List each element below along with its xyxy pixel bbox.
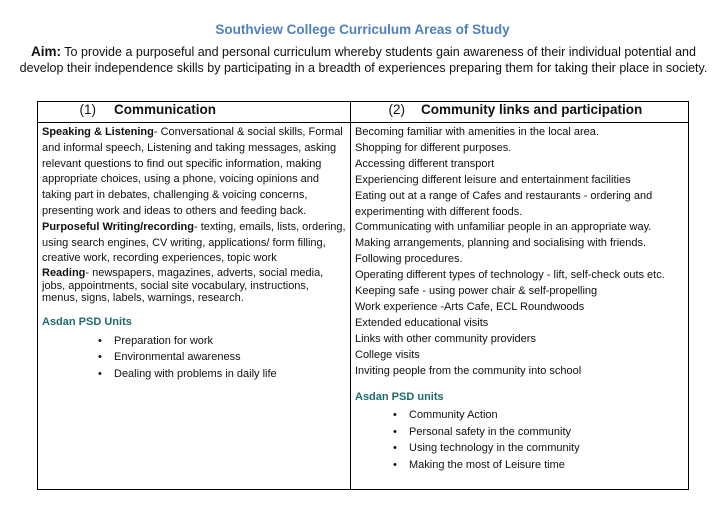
unit-item: • Preparation for work: [42, 333, 346, 350]
section-label: Purposeful Writing/recording: [42, 220, 194, 233]
curriculum-table: [37, 101, 689, 490]
activity-item: Eating out at a range of Cafes and restaurants - ordering and experimenting with different foods.: [355, 189, 653, 218]
page-title: Southview College Curriculum Areas of Study: [215, 22, 510, 37]
section-text: - newspapers, magazines, adverts, social media, jobs, appointments, social site vocabulary, instructions, menus, signs, labels, warnings, research.: [42, 267, 324, 305]
communication-cell: [38, 123, 351, 490]
section-text: - Conversational & social skills, Formal and informal speech, Listening and taking messages, asking relevant questions to find out specific information, making appropriate choices, using a phone, voicing opinions and taking part in debates, challenging & voicing concerns, presenting work and ideas to others and feeding back.: [42, 126, 343, 217]
activity-item: Extended educational visits: [355, 316, 489, 329]
activity-item: Work experience -Arts Cafe, ECL Roundwoods: [355, 300, 585, 313]
activity-item: College visits: [355, 348, 420, 361]
purposeful-writing-section: [42, 220, 346, 267]
unit-item: • Community Action: [355, 407, 684, 424]
speaking-listening-section: [42, 125, 346, 220]
units-heading: Asdan PSD Units: [42, 315, 132, 328]
units-list: [355, 407, 684, 473]
content-row: [38, 123, 689, 490]
section-label: Reading: [42, 267, 86, 280]
unit-item: • Environmental awareness: [42, 349, 346, 366]
aim-paragraph: [12, 44, 715, 76]
activity-item: Inviting people from the community into school: [355, 364, 582, 377]
aim-label: Aim:: [31, 44, 62, 59]
activity-item: Keeping safe - using power chair & self-propelling: [355, 285, 598, 298]
column-header-community: [351, 102, 689, 123]
unit-item: • Using technology in the community: [355, 440, 684, 457]
activity-item: Accessing different transport: [355, 157, 495, 170]
unit-item: • Personal safety in the community: [355, 424, 684, 441]
units-heading: Asdan PSD units: [355, 390, 444, 403]
unit-item: • Dealing with problems in daily life: [42, 366, 346, 383]
activity-item: Links with other community providers: [355, 332, 536, 345]
community-cell: [351, 123, 689, 490]
header-row: [38, 102, 689, 123]
activity-item: Making arrangements, planning and socialising with friends.: [355, 237, 647, 250]
units-list: [42, 333, 346, 383]
activity-item: Experiencing different leisure and entertainment facilities: [355, 173, 631, 186]
unit-item: • Making the most of Leisure time: [355, 457, 684, 474]
activity-item: Becoming familiar with amenities in the local area.: [355, 126, 599, 138]
activity-item: Operating different types of technology - lift, self-check outs etc.: [355, 269, 665, 282]
section-label: Speaking & Listening: [42, 126, 154, 138]
column-heading: Communication: [114, 102, 217, 117]
column-number: (1): [79, 102, 96, 117]
activity-item: Communicating with unfamiliar people in an appropriate way.: [355, 221, 652, 234]
reading-section: [42, 267, 346, 305]
column-heading: Community links and participation: [421, 102, 643, 117]
aim-text: To provide a purposeful and personal curriculum whereby students gain awareness of their individual potential and develop their independence skills by participating in a breadth of experiences preparing them for taking their place in society.: [19, 45, 708, 75]
activity-item: Shopping for different purposes.: [355, 141, 512, 154]
section-text: - texting, emails, lists, ordering, using search engines, CV writing, applications/ form filling, creative work, recording experiences, topic work: [42, 220, 346, 265]
column-number: (2): [388, 102, 405, 117]
activity-item: Following procedures.: [355, 253, 463, 266]
column-header-communication: [38, 102, 351, 123]
